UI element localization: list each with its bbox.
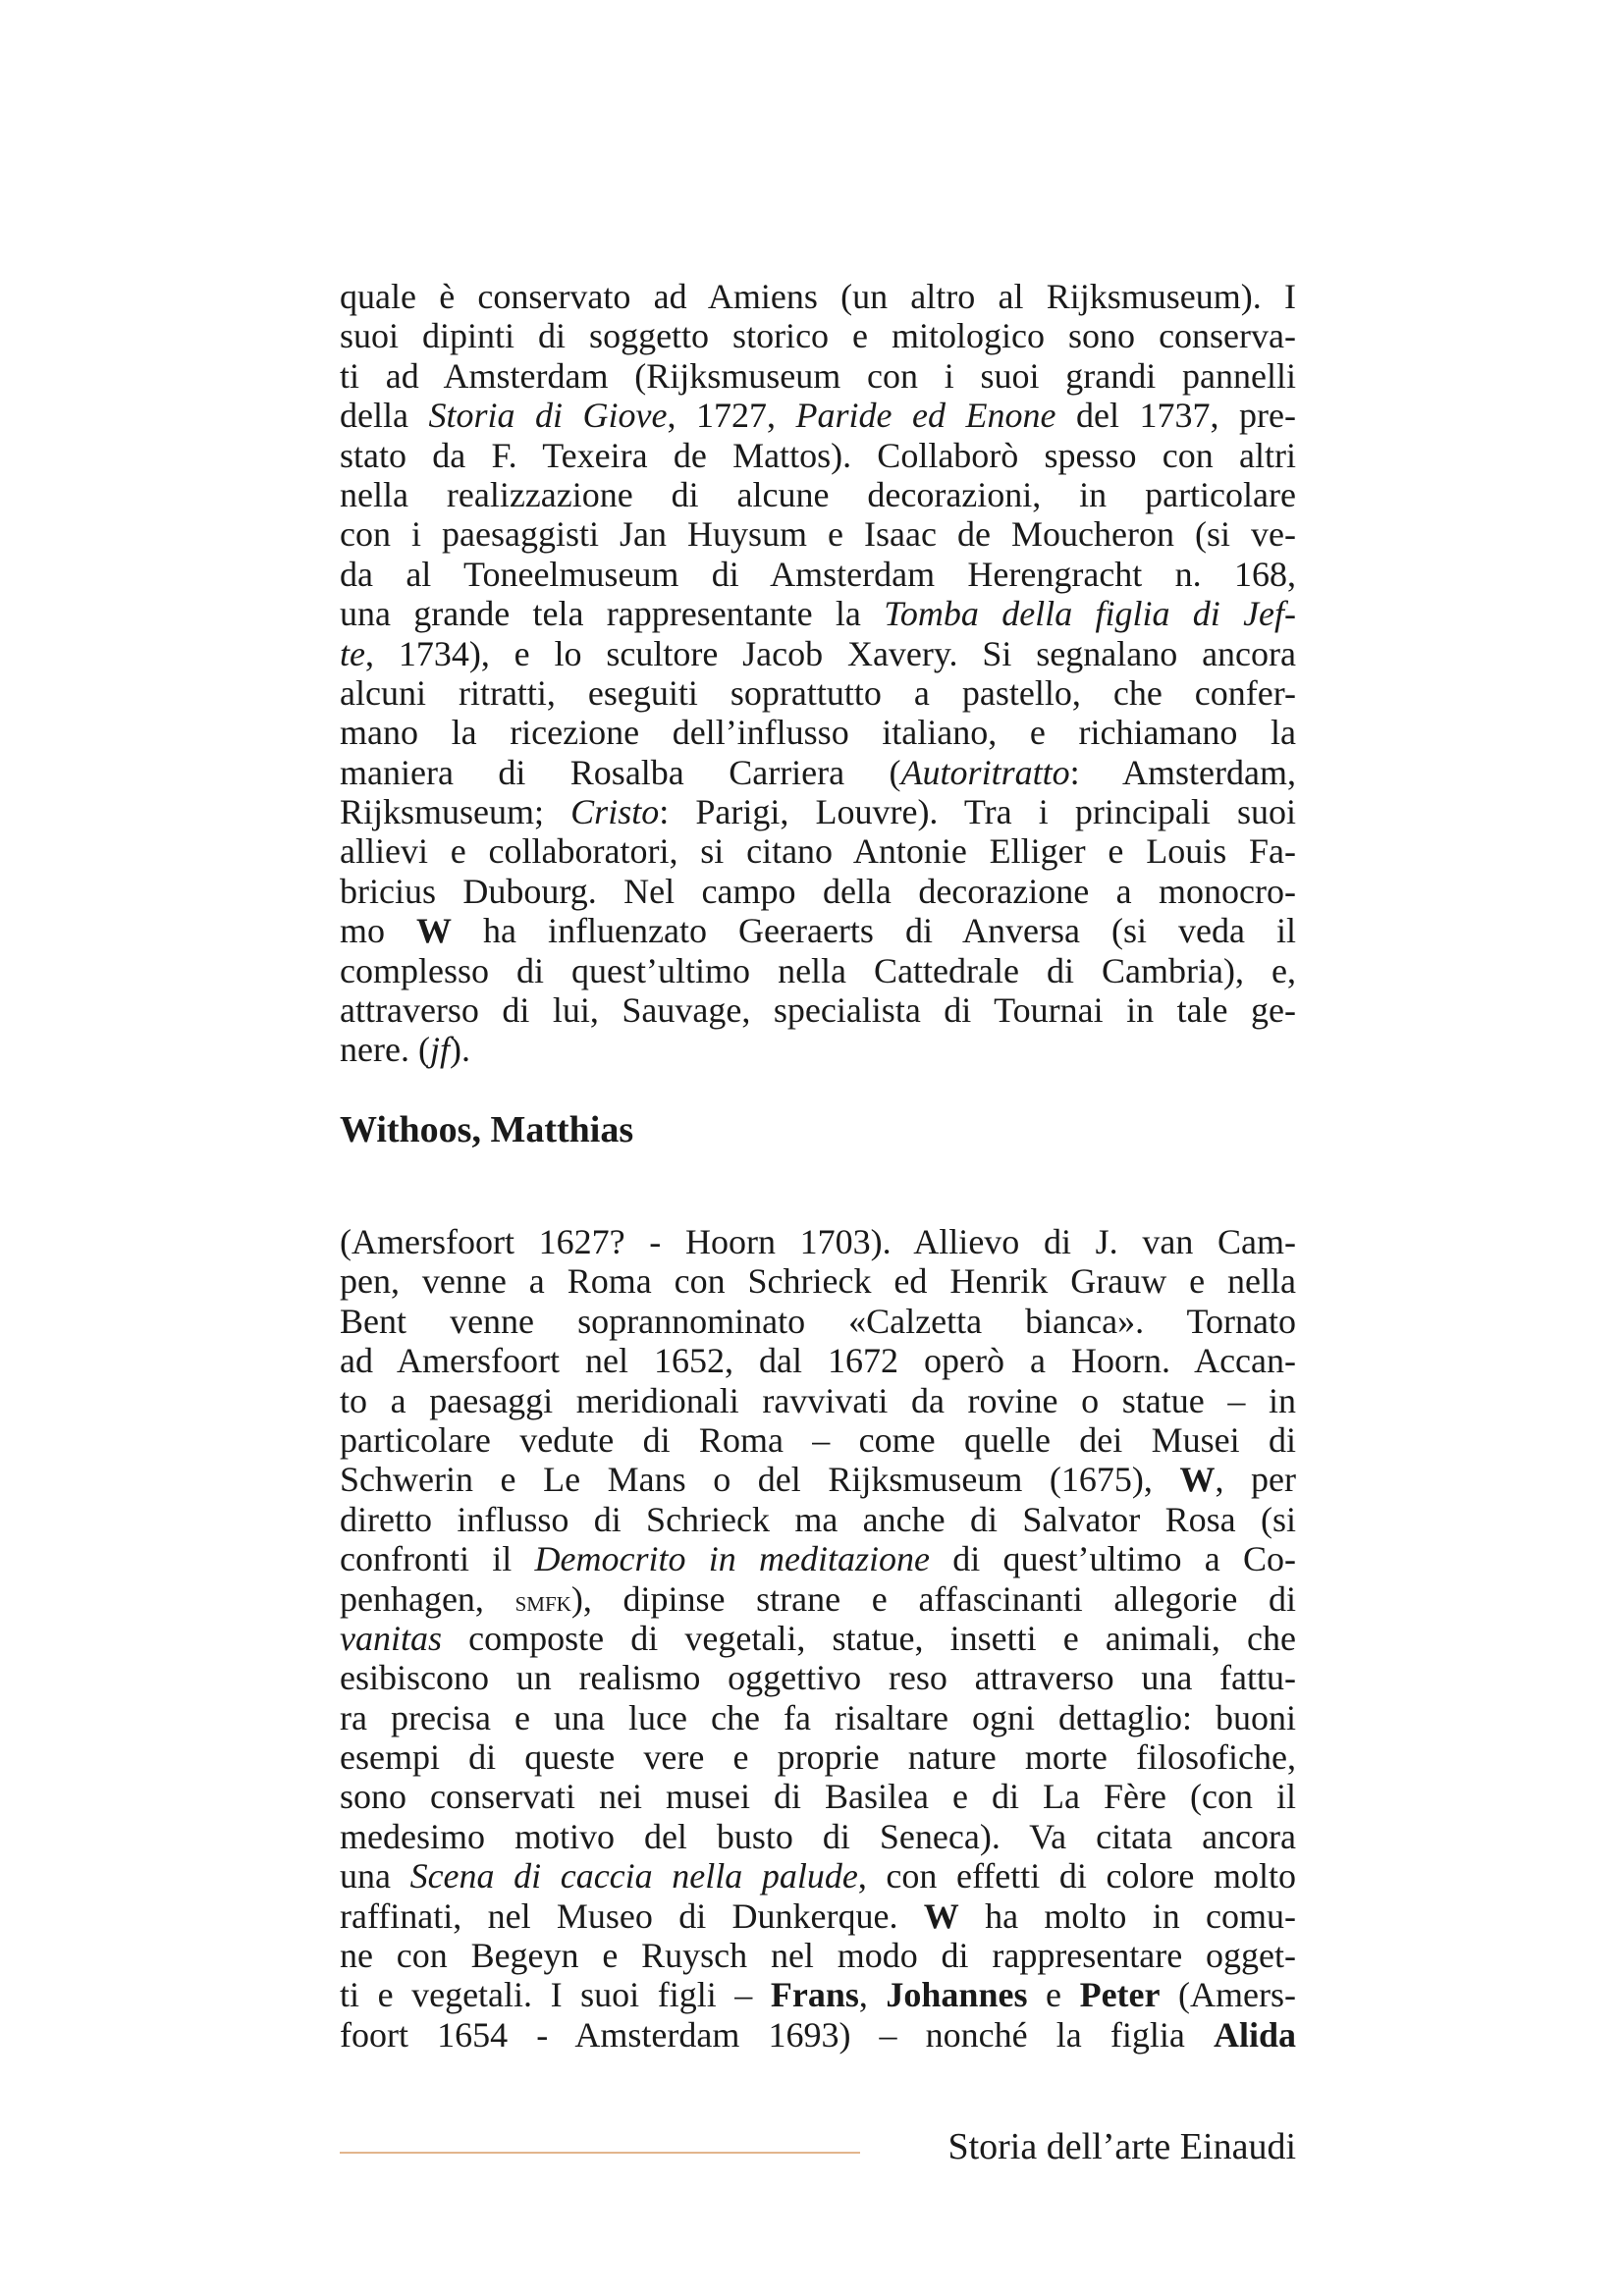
text-line: raffinati, nel Museo di Dunkerque. W ha molto in comu-: [340, 1896, 1296, 1936]
text-line: stato da F. Texeira de Mattos). Collaborò spesso con altri: [340, 435, 1296, 475]
entry-heading: Withoos, Matthias: [340, 1109, 634, 1150]
artwork-title: Storia di Giove: [428, 396, 668, 436]
text-line: suoi dipinti di soggetto storico e mitologico sono conserva-: [340, 316, 1296, 356]
text-line: bricius Dubourg. Nel campo della decorazione a monocro-: [340, 871, 1296, 911]
author-initials: jf: [429, 1030, 450, 1070]
museum-abbrev: smfk: [514, 1584, 571, 1618]
text-line: pen, venne a Roma con Schrieck ed Henrik Grauw e nella: [340, 1261, 1296, 1302]
text-line: sono conservati nei musei di Basilea e di La Fère (con il: [340, 1777, 1296, 1817]
person-name: Johannes: [886, 1975, 1028, 2015]
footer-publication-title: Storia dell’arte Einaudi: [947, 2126, 1296, 2167]
artist-abbrev: W: [1179, 1460, 1216, 1500]
text-line: confronti il Democrito in meditazione di quest’ultimo a Co-: [340, 1539, 1296, 1579]
text-line: to a paesaggi meridionali ravvivati da rovine o statue – in: [340, 1380, 1296, 1420]
text-line: penhagen, smfk), dipinse strane e affascinanti allegorie di: [340, 1578, 1297, 1619]
artwork-title: Tomba della figlia di Jef-: [884, 594, 1297, 634]
text-line: quale è conservato ad Amiens (un altro al Rijksmuseum). I: [340, 277, 1296, 316]
text-line: maniera di Rosalba Carriera (Autoritratto: Amsterdam,: [340, 752, 1297, 792]
text-line: nella realizzazione di alcune decorazioni, in particolare: [340, 474, 1296, 514]
continued-entry-text: [340, 277, 1296, 1070]
text-line: diretto influsso di Schrieck ma anche di Salvator Rosa (si: [340, 1499, 1296, 1539]
person-name: Frans: [770, 1975, 859, 2015]
artwork-title: Cristo: [570, 792, 660, 832]
text-line: particolare vedute di Roma – come quelle dei Musei di: [340, 1419, 1296, 1460]
genre-term: vanitas: [340, 1618, 442, 1658]
text-line: ad Amersfoort nel 1652, dal 1672 operò a Hoorn. Accan-: [340, 1341, 1296, 1381]
artist-abbrev: W: [416, 911, 453, 951]
text-line: allievi e collaboratori, si citano Antonie Elliger e Louis Fa-: [340, 831, 1296, 872]
text-line: della Storia di Giove, 1727, Paride ed Enone del 1737, pre-: [340, 396, 1297, 436]
text-line: alcuni ritratti, eseguiti soprattutto a pastello, che confer-: [340, 672, 1296, 713]
artwork-title: Paride ed Enone: [795, 396, 1056, 436]
text-line: foort 1654 - Amsterdam 1693) – nonché la figlia Alida: [340, 2014, 1296, 2055]
text-line: complesso di quest’ultimo nella Cattedrale di Cambria), e,: [340, 950, 1296, 990]
text-line: Bent venne soprannominato «Calzetta bianca». Tornato: [340, 1301, 1296, 1341]
text-line: ne con Begeyn e Ruysch nel modo di rappresentare ogget-: [340, 1936, 1296, 1976]
text-line: mo W ha influenzato Geeraerts di Anversa (si veda il: [340, 911, 1296, 951]
text-line: una grande tela rappresentante la Tomba della figlia di Jef-: [340, 594, 1297, 634]
text-line: con i paesaggisti Jan Huysum e Isaac de Moucheron (si ve-: [340, 514, 1296, 555]
person-name: Peter: [1079, 1975, 1161, 2015]
artwork-title: Democrito in meditazione: [534, 1539, 930, 1579]
text-line: Schwerin e Le Mans o del Rijksmuseum (1675), W, per: [340, 1460, 1297, 1500]
text-line: te, 1734), e lo scultore Jacob Xavery. Si segnalano ancora: [340, 633, 1296, 673]
text-line: attraverso di lui, Sauvage, specialista di Tournai in tale ge-: [340, 990, 1296, 1031]
artist-abbrev: W: [923, 1896, 959, 1936]
text-line: esibiscono un realismo oggettivo reso attraverso una fattu-: [340, 1658, 1296, 1698]
entry-body-text: [340, 1222, 1296, 2055]
person-name: Alida: [1213, 2014, 1296, 2055]
artwork-title: Scena di caccia nella palude: [409, 1856, 858, 1896]
text-line: da al Toneelmuseum di Amsterdam Herengracht n. 168,: [340, 554, 1296, 594]
text-line: una Scena di caccia nella palude, con effetti di colore molto: [340, 1856, 1296, 1896]
text-line: mano la ricezione dell’influsso italiano, e richiamano la: [340, 713, 1296, 753]
text-line: ra precisa e una luce che fa risaltare ogni dettaglio: buoni: [340, 1697, 1296, 1737]
text-line: nere. (jf).: [340, 1030, 470, 1070]
artwork-title: Autoritratto: [900, 752, 1070, 792]
text-line: (Amersfoort 1627? - Hoorn 1703). Allievo di J. van Cam-: [340, 1222, 1296, 1261]
footer-divider: [340, 2152, 860, 2154]
text-line: vanitas composte di vegetali, statue, insetti e animali, che: [340, 1618, 1296, 1658]
text-line: esempi di queste vere e proprie nature morte filosofiche,: [340, 1737, 1296, 1778]
text-line: ti e vegetali. I suoi figli – Frans, Johannes e Peter (Amers-: [340, 1975, 1297, 2015]
text-line: Rijksmuseum; Cristo: Parigi, Louvre). Tra i principali suoi: [340, 792, 1296, 832]
text-line: ti ad Amsterdam (Rijksmuseum con i suoi grandi pannelli: [340, 355, 1296, 396]
artwork-title: te: [340, 633, 365, 673]
text-line: medesimo motivo del busto di Seneca). Va citata ancora: [340, 1816, 1296, 1856]
